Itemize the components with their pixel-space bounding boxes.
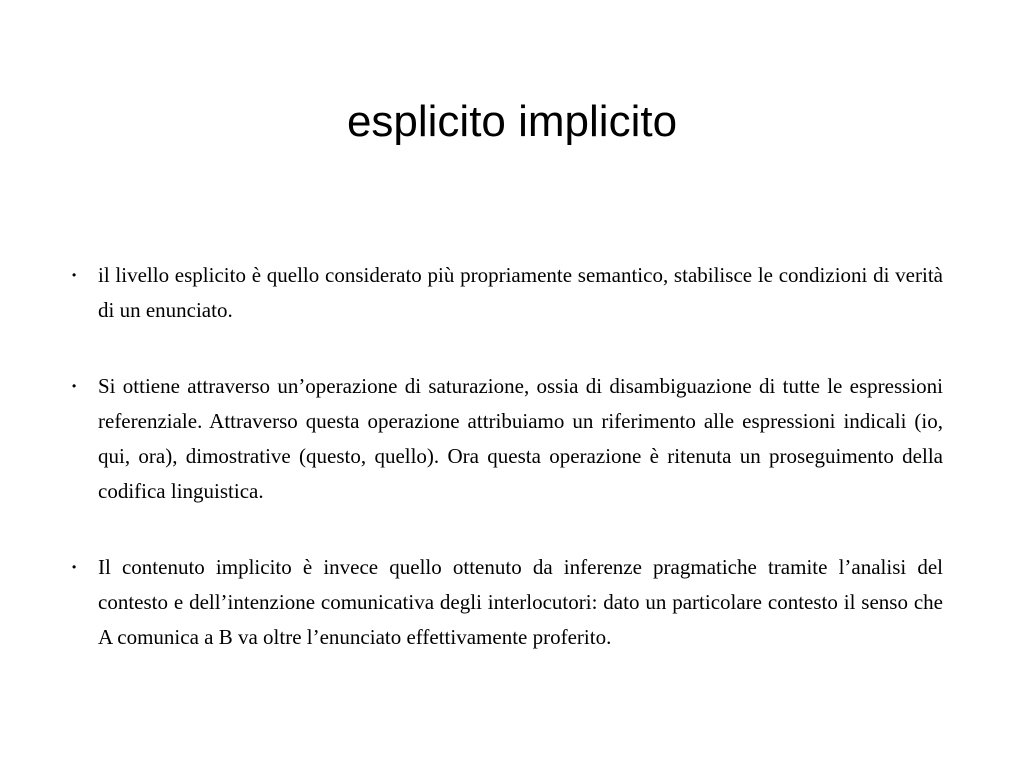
bullet-text: il livello esplicito è quello considerato più propriamente semantico, stabilisce le condizioni di verità di un enunciato. [98, 263, 943, 322]
bullet-icon: • [72, 379, 77, 393]
bullet-item [72, 258, 943, 328]
bullet-text: Si ottiene attraverso un’operazione di saturazione, ossia di disambiguazione di tutte le espressioni referenziale. Attraverso questa operazione attribuiamo un riferimento alle espressioni indicali (io, qui, ora), dimostrative (questo, quello). Ora questa operazione è ritenuta un proseguimento della codifica linguistica. [98, 374, 943, 503]
slide-title: esplicito implicito [346, 97, 678, 146]
bullet-list [72, 258, 943, 655]
bullet-item [72, 369, 943, 509]
bullet-icon: • [72, 560, 77, 574]
bullet-icon: • [72, 268, 77, 282]
bullet-text: Il contenuto implicito è invece quello ottenuto da inferenze pragmatiche tramite l’analisi del contesto e dell’intenzione comunicativa degli interlocutori: dato un particolare contesto il senso che A comunica a B va oltre l’enunciato effettivamente proferito. [98, 555, 943, 649]
bullet-item [72, 550, 943, 655]
